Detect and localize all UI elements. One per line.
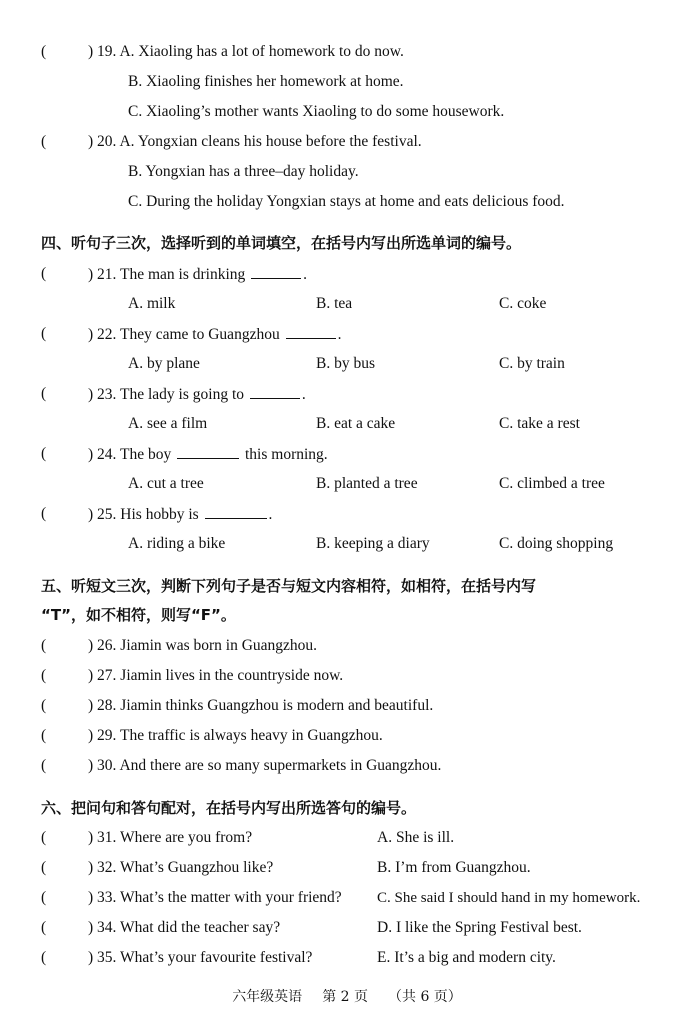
footer-total-pages: （共 6 页）: [388, 989, 462, 1005]
question-35: ) 35. What’s your favourite festival?: [88, 949, 313, 966]
option-b: B. tea: [316, 295, 353, 312]
statement-30: ) 30. And there are so many supermarkets in Guangzhou.: [88, 757, 442, 774]
question-34: ) 34. What did the teacher say?: [88, 919, 281, 936]
page-footer: [0, 988, 694, 1006]
option-a: A. see a film: [128, 415, 208, 432]
fill-blank[interactable]: [251, 264, 301, 279]
answer-d: D. I like the Spring Festival best.: [377, 919, 582, 936]
option-b: B. keeping a diary: [316, 535, 430, 552]
section-6-heading: 六、把问句和答句配对，在括号内写出所选答句的编号。: [41, 799, 417, 817]
option-a: A. milk: [128, 295, 176, 312]
option-c: C. by train: [499, 355, 565, 372]
option-b: B. planted a tree: [316, 475, 418, 492]
answer-e: E. It’s a big and modern city.: [377, 949, 556, 966]
answer-paren-left[interactable]: (: [41, 445, 47, 462]
statement-28: ) 28. Jiamin thinks Guangzhou is modern and beautiful.: [88, 697, 434, 714]
section-5-heading: 五、听短文三次，判断下列句子是否与短文内容相符，如相符，在括号内写: [41, 577, 537, 595]
fill-blank[interactable]: [286, 324, 336, 339]
footer-grade: 六年级英语: [232, 989, 303, 1005]
option-a: A. Xiaoling has a lot of homework to do now.: [119, 43, 404, 60]
answer-paren-right: ) 19. A. Xiaoling has a lot of homework to do now.: [88, 43, 404, 60]
option-c: C. coke: [499, 295, 547, 312]
question-stem: ) 25. His hobby is .: [88, 506, 273, 523]
answer-paren-left[interactable]: (: [41, 667, 47, 684]
fill-blank[interactable]: [177, 444, 239, 459]
question-stem: ) 23. The lady is going to .: [88, 386, 306, 403]
option-b: B. eat a cake: [316, 415, 396, 432]
answer-paren-right: ) 20. A. Yongxian cleans his house before the festival.: [88, 133, 422, 150]
question-33: ) 33. What’s the matter with your friend?: [88, 889, 342, 906]
option-a: A. riding a bike: [128, 535, 226, 552]
answer-paren-left[interactable]: (: [41, 265, 47, 282]
option-a: A. Yongxian cleans his house before the festival.: [119, 133, 422, 150]
option-a: A. by plane: [128, 355, 200, 372]
option-c: C. doing shopping: [499, 535, 614, 552]
option-c: C. climbed a tree: [499, 475, 605, 492]
question-stem: ) 24. The boy this morning.: [88, 446, 328, 463]
fill-blank[interactable]: [250, 384, 300, 399]
option-c: C. take a rest: [499, 415, 580, 432]
statement-29: ) 29. The traffic is always heavy in Guangzhou.: [88, 727, 383, 744]
option-a: A. cut a tree: [128, 475, 204, 492]
option-b: B. Yongxian has a three–day holiday.: [128, 163, 359, 180]
footer-page-number: 第 2 页: [322, 989, 368, 1005]
answer-paren-left[interactable]: (: [41, 697, 47, 714]
answer-paren-left[interactable]: (: [41, 727, 47, 744]
option-c: C. Xiaoling’s mother wants Xiaoling to do some housework.: [128, 103, 505, 120]
answer-paren-left[interactable]: (: [41, 889, 47, 906]
statement-26: ) 26. Jiamin was born in Guangzhou.: [88, 637, 318, 654]
answer-paren-left[interactable]: (: [41, 859, 47, 876]
question-32: ) 32. What’s Guangzhou like?: [88, 859, 274, 876]
answer-paren-left[interactable]: (: [41, 637, 47, 654]
question-31: ) 31. Where are you from?: [88, 829, 253, 846]
answer-paren-left[interactable]: (: [41, 949, 47, 966]
answer-paren-left[interactable]: (: [41, 829, 47, 846]
option-b: B. by bus: [316, 355, 375, 372]
question-stem: ) 21. The man is drinking .: [88, 266, 308, 283]
answer-paren-left[interactable]: (: [41, 505, 47, 522]
answer-paren-left[interactable]: (: [41, 919, 47, 936]
section-5-heading-continued: “T”，如不相符，则写“F”。: [41, 606, 236, 624]
answer-paren-left[interactable]: (: [41, 757, 47, 774]
answer-b: B. I’m from Guangzhou.: [377, 859, 531, 876]
answer-paren-left[interactable]: (: [41, 325, 47, 342]
answer-a: A. She is ill.: [377, 829, 455, 846]
fill-blank[interactable]: [205, 504, 267, 519]
answer-paren-left[interactable]: (: [41, 385, 47, 402]
option-c: C. During the holiday Yongxian stays at home and eats delicious food.: [128, 193, 565, 210]
answer-paren-left[interactable]: (: [41, 43, 47, 60]
answer-paren-left[interactable]: (: [41, 133, 47, 150]
section-4-heading: 四、听句子三次，选择听到的单词填空，在括号内写出所选单词的编号。: [41, 234, 522, 252]
statement-27: ) 27. Jiamin lives in the countryside now.: [88, 667, 344, 684]
question-stem: ) 22. They came to Guangzhou .: [88, 326, 342, 343]
answer-c: C. She said I should hand in my homework.: [377, 890, 641, 906]
option-b: B. Xiaoling finishes her homework at home.: [128, 73, 404, 90]
